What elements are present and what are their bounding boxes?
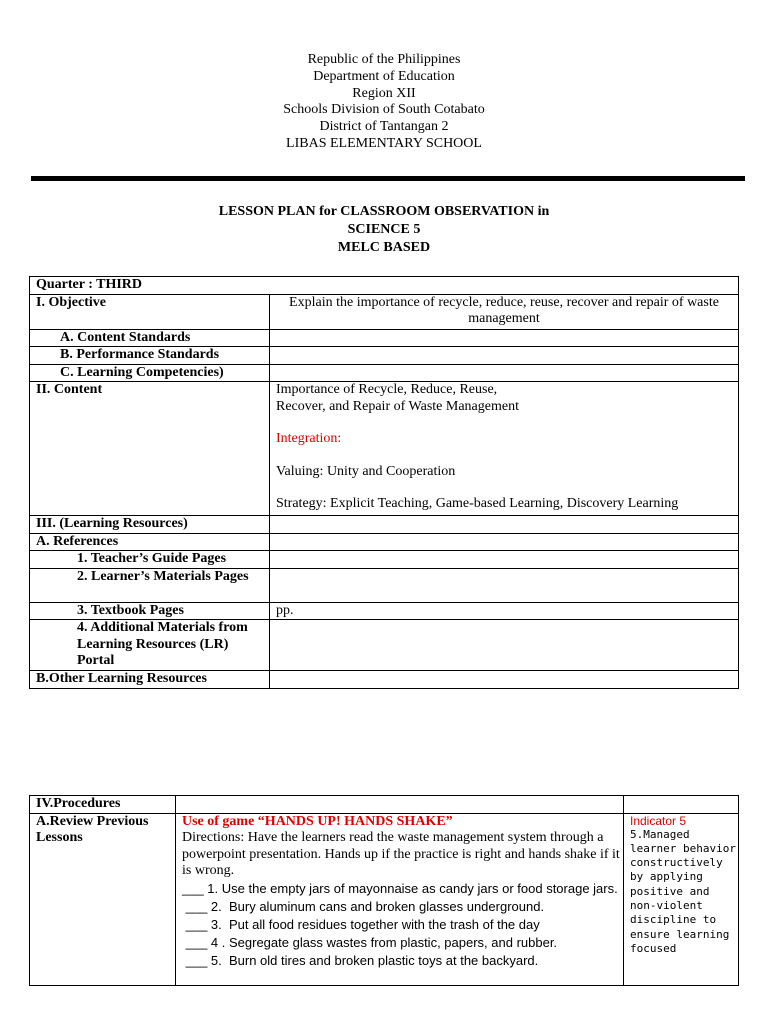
performance-standards-label: B. Performance Standards xyxy=(30,347,270,365)
indicator-label: Indicator 5 xyxy=(630,813,687,828)
empty-cell xyxy=(270,568,739,602)
learning-resources-label: III. (Learning Resources) xyxy=(30,516,270,534)
review-label: A.Review Previous Lessons xyxy=(30,813,176,985)
content-standards-label: A. Content Standards xyxy=(30,329,270,347)
review-item: ___ 3. Put all food residues together with the trash of the day xyxy=(182,916,540,932)
strategy-text: Strategy: Explicit Teaching, Game-based Learning, Discovery Learning xyxy=(276,496,679,511)
empty-cell xyxy=(270,533,739,551)
textbook-pages-value: pp. xyxy=(270,602,739,620)
quarter-cell: Quarter : THIRD xyxy=(30,277,739,295)
document-title xyxy=(0,203,768,257)
review-item: ___ 5. Burn old tires and broken plastic toys at the backyard. xyxy=(182,952,539,968)
header-line: Region XII xyxy=(352,85,416,101)
header-line: Republic of the Philippines xyxy=(307,52,461,67)
empty-cell xyxy=(270,620,739,671)
content-line: Importance of Recycle, Reduce, Reuse, xyxy=(276,382,498,397)
lesson-plan-table xyxy=(29,276,739,689)
empty-cell xyxy=(270,551,739,569)
content-label: II. Content xyxy=(30,382,270,516)
procedures-table xyxy=(29,795,739,986)
empty-cell xyxy=(270,347,739,365)
document-header xyxy=(0,52,768,153)
empty-cell xyxy=(270,671,739,689)
content-cell xyxy=(270,382,739,516)
objective-label: I. Objective xyxy=(30,294,270,329)
review-content xyxy=(176,813,624,985)
procedures-label: IV.Procedures xyxy=(30,796,176,814)
review-item: ___ 4 . Segregate glass wastes from plastic, papers, and rubber. xyxy=(182,934,558,950)
game-title: Use of game “HANDS UP! HANDS SHAKE” xyxy=(182,813,453,829)
empty-cell xyxy=(270,364,739,382)
header-line: Department of Education xyxy=(313,68,455,84)
integration-label: Integration: xyxy=(276,431,342,446)
school-name: LIBAS ELEMENTARY SCHOOL xyxy=(286,135,482,151)
objective-text: Explain the importance of recycle, reduce, reuse, recover and repair of waste management xyxy=(270,294,739,329)
content-line: Recover, and Repair of Waste Management xyxy=(276,398,519,414)
review-item: ___ 2. Bury aluminum cans and broken glasses underground. xyxy=(182,898,545,914)
empty-cell xyxy=(176,796,624,814)
empty-cell xyxy=(270,516,739,534)
textbook-pages-label: 3. Textbook Pages xyxy=(30,602,270,620)
header-line: Schools Division of South Cotabato xyxy=(283,102,485,118)
directions-text: Directions: Have the learners read the waste management system through a powerpoint presentation. Hands up if the practice is right and hands shake if it is wrong. xyxy=(182,830,620,878)
tg-pages-label: 1. Teacher’s Guide Pages xyxy=(30,551,270,569)
additional-materials-label: 4. Additional Materials from Learning Resources (LR) Portal xyxy=(30,620,270,671)
title-line: SCIENCE 5 xyxy=(347,222,421,237)
valuing-text: Valuing: Unity and Cooperation xyxy=(276,463,456,479)
empty-cell xyxy=(270,329,739,347)
references-label: A. References xyxy=(30,533,270,551)
review-item: ___ 1. Use the empty jars of mayonnaise as candy jars or food storage jars. xyxy=(182,880,618,896)
indicator-cell xyxy=(624,813,739,985)
lm-pages-label: 2. Learner’s Materials Pages xyxy=(30,568,270,602)
learning-competencies-label: C. Learning Competencies) xyxy=(30,364,270,382)
title-line: LESSON PLAN for CLASSROOM OBSERVATION in xyxy=(218,204,550,219)
header-divider xyxy=(31,176,745,181)
empty-cell xyxy=(624,796,739,814)
title-line: MELC BASED xyxy=(337,240,431,255)
indicator-text: 5.Managed learner behavior constructively by applying positive and non-violent discipline to ensure learning focused xyxy=(630,827,736,955)
other-resources-label: B.Other Learning Resources xyxy=(30,671,270,689)
header-line: District of Tantangan 2 xyxy=(319,119,449,135)
